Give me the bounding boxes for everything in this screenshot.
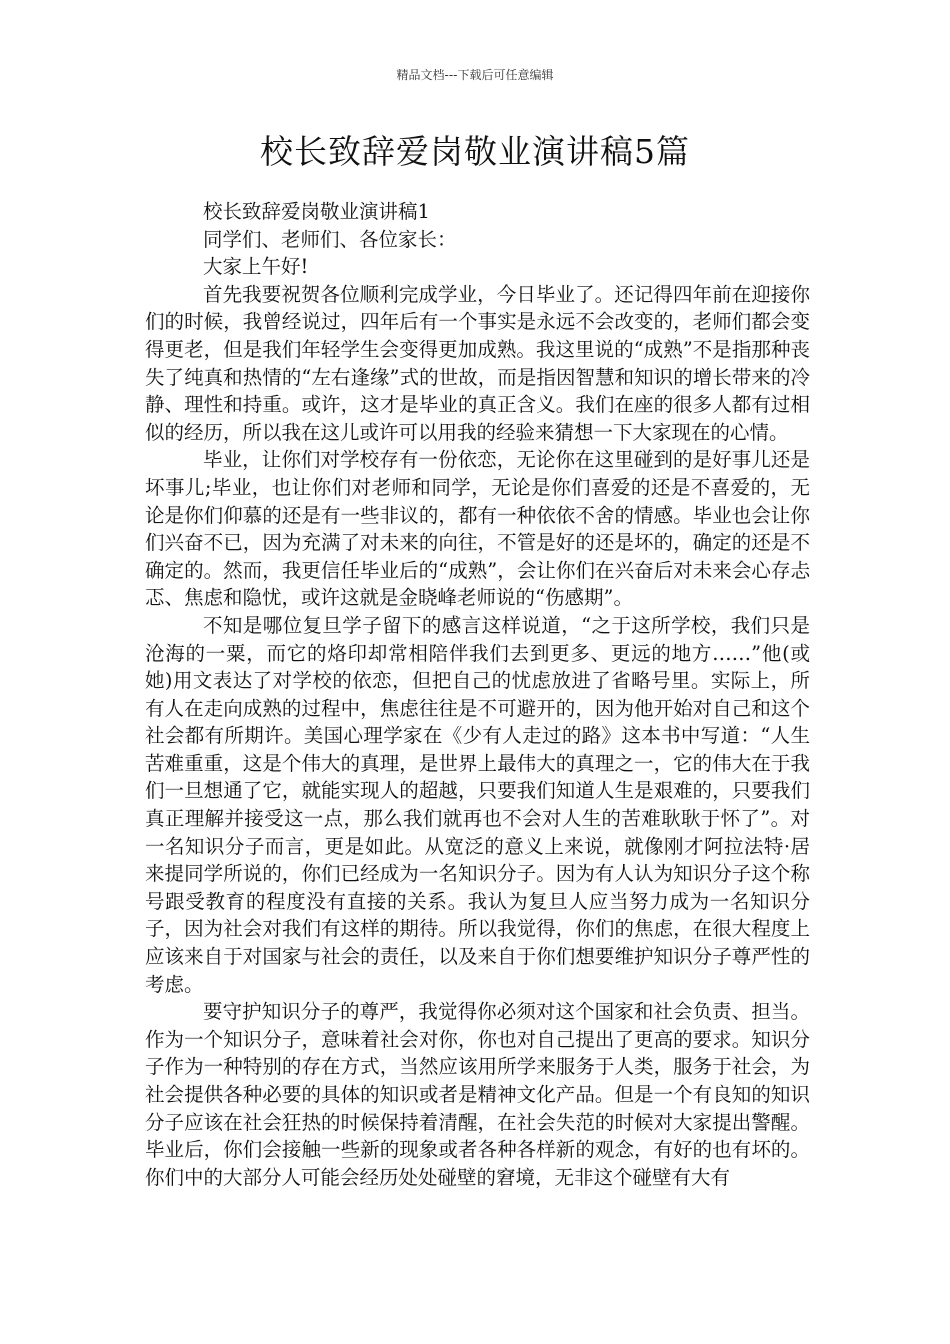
section-subtitle: 校长致辞爱岗敬业演讲稿1 bbox=[203, 200, 430, 223]
page-header: 精品文档---下载后可任意编辑 bbox=[396, 68, 554, 82]
paragraph-3: 不知是哪位复旦学子留下的感言这样说道，“之于这所学校，我们只是沧海的一粟，而它的烙印却常相陪伴我们去到更多、更远的地方……”他(或她)用文表达了对学校的依恋，但把自己的忧虑放进了省略号里。实际上，所有人在走向成熟的过程中，焦虑往往是不可避开的，因为他开始对自己和这个社会都有所期许。美国心理学家在《少有人走过的路》这本书中写道：“人生苦难重重，这是个伟大的真理，是世界上最伟大的真理之一，它的伟大在于我们一旦想通了它，就能实现人的超越，只要我们知道人生是艰难的，只要我们真正理解并接受这一点，那么我们就再也不会对人生的苦难耿耿于怀了”。对一名知识分子而言，更是如此。从宽泛的意义上来说，就像刚才阿拉法特·居来提同学所说的，你们已经成为一名知识分子。因为有人认为知识分子这个称号跟受教育的程度没有直接的关系。我认为复旦人应当努力成为一名知识分子，因为社会对我们有这样的期待。所以我觉得，你们的焦虑，在很大程度上应该来自于对国家与社会的责任，以及来自于你们想要维护知识分子尊严性的考虑。 bbox=[145, 613, 810, 996]
paragraph-4: 要守护知识分子的尊严，我觉得你必须对这个国家和社会负责、担当。作为一个知识分子，意味着社会对你，你也对自己提出了更高的要求。知识分子作为一种特别的存在方式，当然应该用所学来服务于人类，服务于社会，为社会提供各种必要的具体的知识或者是精神文化产品。但是一个有良知的知识分子应该在社会狂热的时候保持着清醒，在社会失范的时候对大家提出警醒。毕业后，你们会接触一些新的现象或者各种各样新的观念，有好的也有坏的。你们中的大部分人可能会经历处处碰壁的窘境，无非这个碰壁有大有 bbox=[145, 1000, 810, 1189]
paragraph-1: 首先我要祝贺各位顺利完成学业，今日毕业了。还记得四年前在迎接你们的时候，我曾经说过，四年后有一个事实是永远不会改变的，老师们都会变得更老，但是我们年轻学生会变得更加成熟。我这里说的“成熟”不是指那种丧失了纯真和热情的“左右逢缘”式的世故，而是指因智慧和知识的增长带来的冷静、理性和持重。或许，这才是毕业的真正含义。我们在座的很多人都有过相似的经历，所以我在这儿或许可以用我的经验来猜想一下大家现在的心情。 bbox=[145, 282, 810, 444]
salutation: 同学们、老师们、各位家长： bbox=[203, 227, 457, 251]
document-title: 校长致辞爱岗敬业演讲稿5篇 bbox=[260, 132, 690, 171]
document-body bbox=[145, 198, 810, 1191]
greeting: 大家上午好! bbox=[203, 255, 309, 279]
paragraph-2: 毕业，让你们对学校存有一份依恋，无论你在这里碰到的是好事儿还是坏事儿;毕业，也让你们对老师和同学，无论是你们喜爱的还是不喜爱的，无论是你们仰慕的还是有一些非议的，都有一种依依不舍的情感。毕业也会让你们兴奋不已，因为充满了对未来的向往，不管是好的还是坏的，确定的还是不确定的。然而，我更信任毕业后的“成熟”，会让你们在兴奋后对未来会心存忐忑、焦虑和隐忧，或许这就是金晓峰老师说的“伤感期”。 bbox=[145, 448, 810, 610]
